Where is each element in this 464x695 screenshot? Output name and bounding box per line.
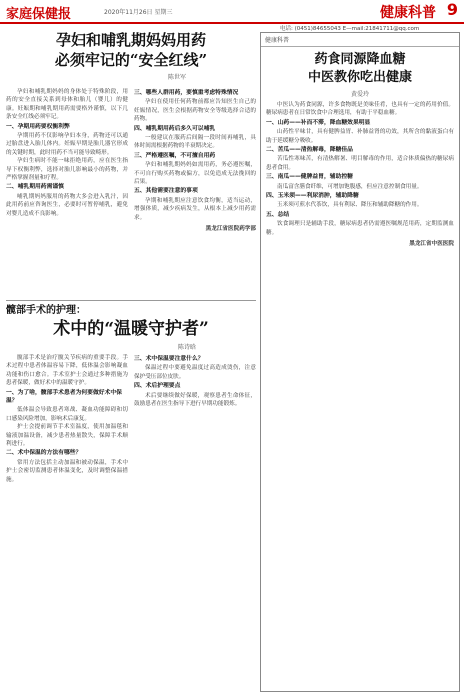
article-paragraph: 孕期用药不仅影响孕妇本身，药物还可以通过胎盘进入胎儿体内。妊娠早期是胎儿器官形成的关键时期，此时用药不当可能导致畸形。 (6, 133, 128, 156)
page-header (0, 0, 464, 24)
page-number: 9 (446, 0, 458, 19)
section-heading: 三、哪些人群用药，要慎重考虑特殊情况 (134, 90, 239, 96)
section-heading: 三、南瓜——健脾益胃，辅助控糖 (266, 174, 353, 181)
article-drug-safety (6, 30, 256, 295)
article-title-line1: 孕妇和哺乳期妈妈用药 (55, 31, 206, 49)
section-heading: 三、严格遵医嘱，不可擅自用药 (134, 152, 216, 159)
article-paragraph: 常用方法包括主动加温和被动保温，手术中护士会密切监测患者体温变化，及时调整保温措施。 (6, 459, 128, 483)
section-heading: 四、玉米须——利尿消肿，辅助降糖 (266, 193, 359, 200)
article-paragraph: 玉米须可煎水代茶饮，具有利尿、降压和辅助降糖的作用。 (277, 202, 423, 209)
issue-date: 2020年11月26日 星期三 (104, 9, 173, 16)
article-title: 术中的“温暖守护者” (53, 319, 209, 339)
divider (6, 300, 256, 301)
article-paragraph: 一般建议在服药后间隔一段时间再哺乳，具体时间需根据药物的半衰期决定。 (134, 135, 256, 150)
article2-right-column (134, 354, 256, 408)
article-paragraph: 南瓜富含膳食纤维，可增加饱腹感，但应注意控制食用量。 (277, 183, 423, 190)
article-paragraph: 髋部手术是治疗髋关节疾病的重要手段。手术过程中患者体温容易下降，低体温会影响凝血功能和伤口愈合。手术室护士会通过多种措施为患者保暖，做好术中的温暖守护。 (6, 355, 128, 387)
section-heading: 四、术后护理要点 (134, 383, 181, 390)
section-left-title: 家庭保健报 (6, 7, 72, 22)
article-paragraph: 护士会提前调节手术室温度，使用加温毯和输液加温设备，减少患者热量散失，保障手术顺利进行。 (6, 424, 128, 448)
sidebar-article (260, 32, 460, 692)
article-paragraph: 低体温会导致患者寒战、凝血功能障碍和切口感染风险增加，影响术后康复。 (6, 407, 128, 422)
section-heading: 二、哺乳期用药需谨慎 (6, 184, 64, 191)
section-heading: 二、苦瓜——清热解毒，降糖佳品 (266, 147, 353, 154)
article-author: 陈世军 (167, 74, 186, 81)
article1-right-column (134, 88, 256, 232)
article-paragraph: 保温过程中要避免温度过高造成烫伤，注意保护受压部位皮肤。 (134, 365, 256, 380)
section-heading: 一、山药——补而不滞，降血糖效果明显 (266, 119, 371, 126)
section-right-title: 健康科普 (380, 5, 436, 21)
article-source: 黑龙江省中医医院 (409, 241, 454, 248)
column-label: 健康科普 (261, 33, 459, 47)
section-heading: 四、哺乳期用药后多久可以哺乳 (134, 125, 216, 132)
article2-left-column (6, 354, 128, 484)
sidebar-body (261, 101, 459, 247)
article-paragraph: 孕妇在使用任何药物前都应告知医生自己的妊娠情况，医生会根据药物安全等级选择合适的药物。 (134, 99, 256, 123)
article-paragraph: 孕妇和哺乳期妈妈如需用药，务必遵医嘱，不可自行购买药物或偏方，以免造成无法挽回的后果。 (134, 162, 256, 186)
contact-line: 电话: (0451)84655043 E—mail:21841711@qq.com (280, 26, 420, 32)
article-author: 陈诗晗 (177, 344, 196, 351)
section-heading: 二、术中保温的方法有哪些？ (6, 450, 82, 457)
sidebar-title-line2: 中医教你吃出健康 (307, 70, 412, 85)
sidebar-author: 黄爱玲 (350, 91, 369, 98)
article-source: 黑龙江省医院药学部 (205, 226, 256, 233)
article-kicker: 髋部手术的护理： (6, 305, 86, 316)
article-paragraph: 饮食调理只是辅助手段，糖尿病患者仍需遵医嘱规范用药，定期监测血糖。 (266, 221, 454, 236)
article-paragraph: 孕妇和哺乳期妈妈的身体处于特殊阶段，用药的安全直接关系到母体和胎儿（婴儿）的健康。妊娠期和哺乳期用药需要格外谨慎，以下几条安全红线必须牢记。 (6, 89, 128, 121)
article-hip-surgery (6, 304, 256, 690)
article-title-line2: 必须牢记的“安全红线” (54, 51, 208, 69)
section-heading: 五、总结 (266, 211, 290, 218)
article-paragraph: 孕期和哺乳期应注意饮食均衡，适当运动，增强体质，减少疾病发生，从根本上减少用药需求。 (134, 197, 256, 221)
article-paragraph: 山药性平味甘，具有健脾益胃、补肺益肾的功效，其所含的黏液蛋白有助于延缓糖分吸收。 (266, 129, 454, 144)
section-heading: 一、为了啥，髋部手术患者为何要做好术中保温？ (6, 389, 122, 405)
article-paragraph: 孕妇生病时不能一味拒绝用药，应在医生指导下权衡利弊，选择对胎儿影响最小的药物，并严格掌握剂量和疗程。 (6, 158, 128, 182)
article-paragraph: 哺乳期妈妈服用的药物大多会进入乳汁，因此用药前应咨询医生，必要时可暂停哺乳，避免对婴儿造成不良影响。 (6, 193, 128, 217)
article-paragraph: 中医认为药食同源，许多食物既是美味佳肴，也具有一定的药用价值。糖尿病患者在日常饮食中合理选用，有助于平稳血糖。 (266, 102, 454, 117)
section-heading: 一、孕期用药要权衡利弊 (6, 123, 70, 130)
sidebar-title-line1: 药食同源降血糖 (314, 52, 406, 67)
article-paragraph: 苦瓜性寒味苦，有清热解暑、明目解毒的作用，适合体质偏热的糖尿病患者食用。 (266, 156, 454, 171)
article1-left-column (6, 88, 128, 218)
section-heading: 三、术中保温要注意什么？ (134, 356, 204, 362)
section-heading: 五、其他需要注意的事项 (134, 188, 198, 195)
article-paragraph: 术后要继续做好保暖，观察患者生命体征，鼓励患者在医生指导下进行早期功能锻炼。 (134, 392, 256, 408)
